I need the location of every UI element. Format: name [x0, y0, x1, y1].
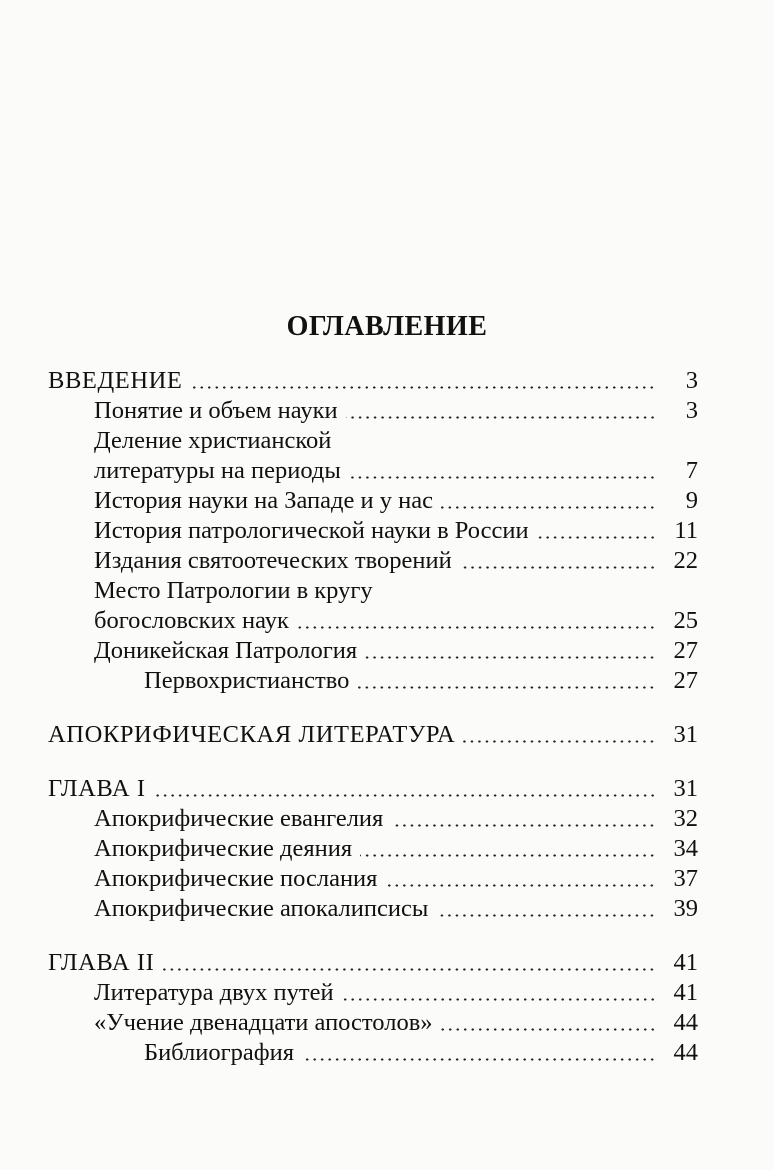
toc-page-number: 41	[673, 979, 698, 1006]
toc-page-number: 31	[673, 721, 698, 748]
toc-page-number: 27	[673, 667, 698, 694]
toc-entry	[48, 606, 698, 636]
leader-dots	[537, 536, 656, 539]
toc-entry	[48, 864, 698, 894]
toc-entry-text: литературы на периоды	[94, 457, 341, 484]
toc-entry-text: История патрологической науки в России	[94, 517, 529, 544]
toc-page-number: 44	[673, 1009, 698, 1036]
toc-entry-text: ГЛАВА II	[48, 949, 155, 976]
leader-dots	[391, 824, 656, 827]
toc-entry-text: АПОКРИФИЧЕСКАЯ ЛИТЕРАТУРА	[48, 721, 456, 748]
toc-entry-text: Библиография	[144, 1039, 295, 1066]
toc-page-number: 41	[673, 949, 698, 976]
leader-dots	[460, 566, 656, 569]
leader-dots	[385, 884, 656, 887]
toc-entry	[48, 396, 698, 426]
leader-dots	[162, 968, 656, 971]
toc-page-number: 9	[685, 487, 698, 514]
toc-entry	[48, 720, 698, 750]
toc-entry	[48, 486, 698, 516]
toc-entry	[48, 894, 698, 924]
toc-entry-text: «Учение двенадцати апостолов»	[94, 1009, 433, 1036]
leader-dots	[365, 656, 656, 659]
toc-entry	[48, 636, 698, 666]
leader-dots	[463, 740, 656, 743]
toc-entry-text: ВВЕДЕНИЕ	[48, 367, 183, 394]
toc-entry-text: История науки на Западе и у нас	[94, 487, 433, 514]
toc-entry	[48, 1008, 698, 1038]
toc-entry	[48, 426, 698, 456]
toc-entry-text: Первохристианство	[144, 667, 350, 694]
toc-page-number: 32	[673, 805, 698, 832]
leader-dots	[436, 914, 656, 917]
toc-entry	[48, 804, 698, 834]
leader-dots	[349, 476, 656, 479]
toc-entry	[48, 456, 698, 486]
toc-page-number: 39	[673, 895, 698, 922]
toc-page-number: 44	[673, 1039, 698, 1066]
leader-dots	[154, 794, 656, 797]
toc-entry-text: ГЛАВА I	[48, 775, 146, 802]
toc-entry-text: Место Патрологии в кругу	[94, 577, 373, 604]
toc-entry	[48, 366, 698, 396]
toc-page-number: 27	[673, 637, 698, 664]
leader-dots	[297, 626, 656, 629]
toc-entry	[48, 666, 698, 696]
toc-entry	[48, 948, 698, 978]
toc-entry-text: Понятие и объем науки	[94, 397, 338, 424]
leader-dots	[346, 416, 656, 419]
toc-entry-text: Деление христианской	[94, 427, 332, 454]
toc-page-number: 37	[673, 865, 698, 892]
toc-page-number: 34	[673, 835, 698, 862]
leader-dots	[441, 1028, 656, 1031]
toc-entry-text: Литература двух путей	[94, 979, 334, 1006]
toc-entry	[48, 834, 698, 864]
leader-dots	[360, 854, 656, 857]
leader-dots	[190, 386, 656, 389]
toc-entry	[48, 576, 698, 606]
toc-entry-text: Издания святоотеческих творений	[94, 547, 452, 574]
leader-dots	[342, 998, 656, 1001]
toc-page-number: 3	[685, 397, 698, 424]
leader-dots	[441, 506, 656, 509]
toc-entry-text: Доникейская Патрология	[94, 637, 358, 664]
toc-page-number: 3	[685, 367, 698, 394]
toc-entry	[48, 516, 698, 546]
toc-entry	[48, 978, 698, 1008]
toc-entry-text: богословских наук	[94, 607, 289, 634]
toc-entry	[48, 1038, 698, 1068]
table-of-contents	[48, 366, 698, 1068]
toc-page-number: 11	[674, 517, 698, 544]
leader-dots	[357, 686, 656, 689]
toc-entry-text: Апокрифические деяния	[94, 835, 353, 862]
toc-entry-text: Апокрифические евангелия	[94, 805, 384, 832]
page-title: ОГЛАВЛЕНИЕ	[286, 311, 488, 342]
toc-entry-text: Апокрифические апокалипсисы	[94, 895, 429, 922]
toc-entry-text: Апокрифические послания	[94, 865, 378, 892]
leader-dots	[302, 1058, 656, 1061]
toc-page-number: 31	[673, 775, 698, 802]
toc-page-number: 25	[673, 607, 698, 634]
toc-page-number: 7	[685, 457, 698, 484]
toc-page-number: 22	[673, 547, 698, 574]
toc-entry	[48, 546, 698, 576]
toc-entry	[48, 774, 698, 804]
